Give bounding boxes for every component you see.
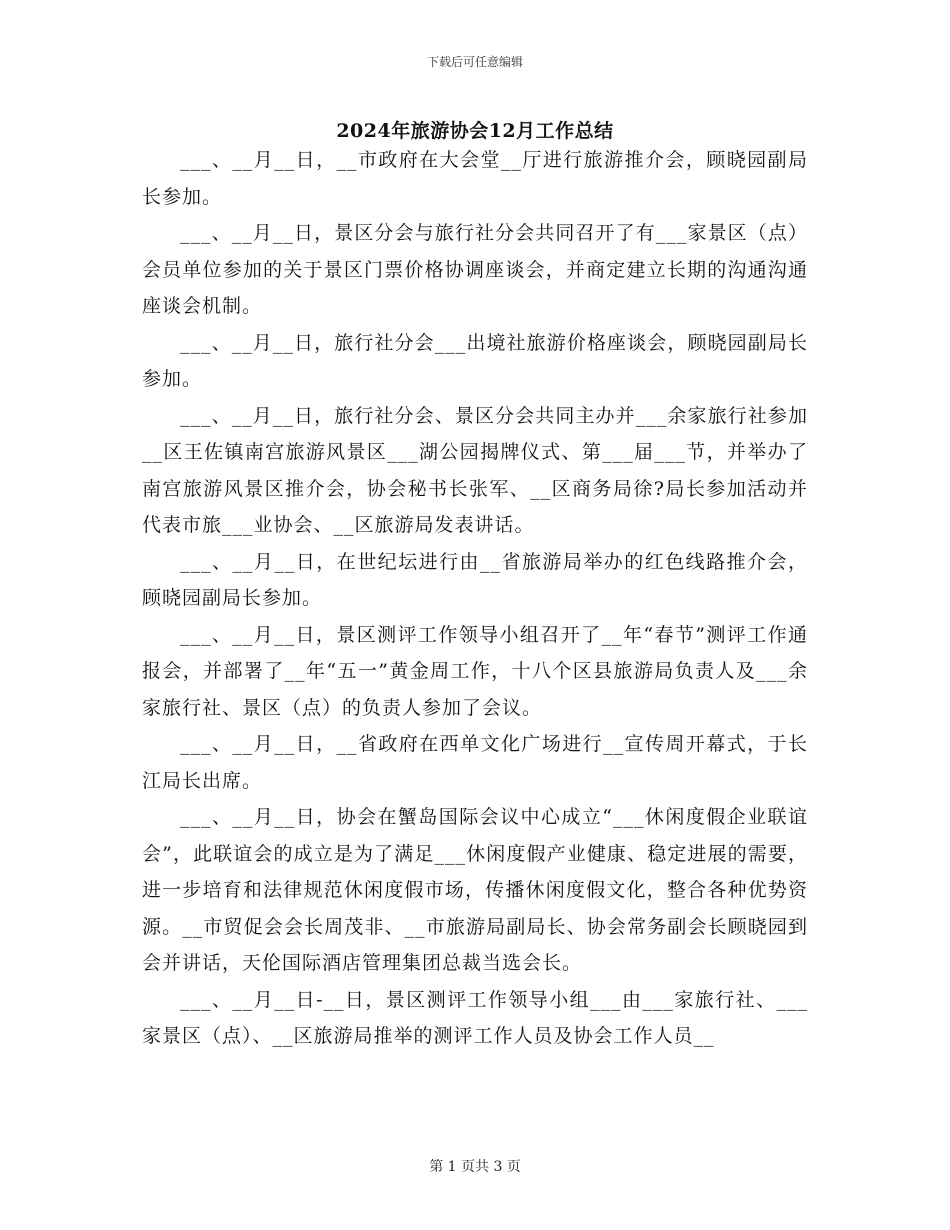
header-note: 下载后可任意编辑: [426, 55, 523, 69]
paragraph: ___、__月__日，__市政府在大会堂__厅进行旅游推介会，顾晓园副局长参加。: [142, 149, 808, 208]
page-number: 第 1 页共 3 页: [429, 1159, 521, 1175]
paragraph: ___、__月__日，景区测评工作领导小组召开了__年“春节”测评工作通报会，并部署了__年“五一”黄金周工作，十八个区县旅游局负责人及___余家旅行社、景区（点）的负责人参加了会议。: [142, 623, 808, 719]
paragraph: ___、__月__日-__日，景区测评工作领导小组___由___家旅行社、___家景区（点）、__区旅游局推举的测评工作人员及协会工作人员__: [142, 988, 808, 1047]
paragraph: ___、__月__日，协会在蟹岛国际会议中心成立“___休闲度假企业联谊会”，此联谊会的成立是为了满足___休闲度假产业健康、稳定进展的需要，进一步培育和法律规范休闲度假市场，传播休闲度假文化，整合各种优势资源。__市贸促会会长周茂非、__市旅游局副局长、协会常务副会长顾晓园到会并讲话，天伦国际酒店管理集团总裁当选会长。: [142, 806, 808, 974]
paragraph: ___、__月__日，旅行社分会、景区分会共同主办并___余家旅行社参加__区王佐镇南宫旅游风景区___湖公园揭牌仪式、第___届___节，并举办了南宫旅游风景区推介会，协会秘书长张军、__区商务局徐?局长参加活动并代表市旅___业协会、__区旅游局发表讲话。: [142, 404, 808, 536]
document-title: 2024年旅游协会12月工作总结: [336, 120, 614, 142]
paragraph: ___、__月__日，__省政府在西单文化广场进行__宣传周开幕式，于长江局长出席。: [142, 733, 808, 792]
paragraph: ___、__月__日，在世纪坛进行由__省旅游局举办的红色线路推介会，顾晓园副局长参加。: [142, 550, 808, 609]
paragraph: ___、__月__日，景区分会与旅行社分会共同召开了有___家景区（点）会员单位参加的关于景区门票价格协调座谈会，并商定建立长期的沟通沟通座谈会机制。: [142, 222, 808, 317]
document-body: [142, 142, 808, 1055]
paragraph: ___、__月__日，旅行社分会___出境社旅游价格座谈会，顾晓园副局长参加。: [142, 331, 808, 390]
